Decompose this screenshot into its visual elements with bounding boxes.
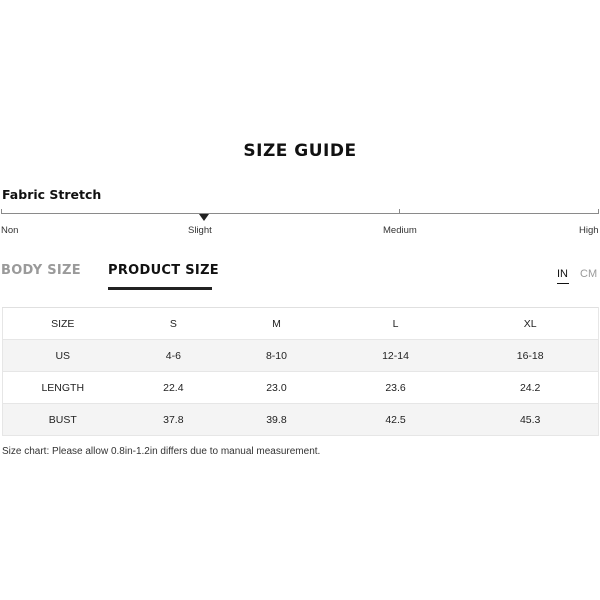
unit-in-toggle[interactable]: IN — [557, 268, 568, 280]
stretch-label-non: Non — [1, 225, 19, 236]
table-row — [3, 404, 599, 436]
page-title: SIZE GUIDE — [243, 141, 357, 161]
table-cell: 42.5 — [329, 404, 463, 436]
table-cell: BUST — [3, 404, 123, 436]
tab-body-size[interactable]: BODY SIZE — [1, 263, 81, 278]
stretch-tick-high — [598, 209, 599, 214]
table-cell: 23.0 — [224, 372, 329, 404]
table-cell: 12-14 — [329, 340, 463, 372]
active-tab-indicator — [108, 287, 212, 290]
table-row — [3, 372, 599, 404]
tab-product-size[interactable]: PRODUCT SIZE — [108, 263, 219, 278]
fabric-stretch-heading: Fabric Stretch — [2, 187, 102, 202]
table-cell: 24.2 — [462, 372, 598, 404]
stretch-label-high: High — [579, 225, 599, 236]
unit-cm-toggle[interactable]: CM — [580, 268, 598, 280]
stretch-tick-medium — [399, 209, 400, 214]
stretch-label-slight: Slight — [188, 225, 212, 236]
table-header-cell: SIZE — [3, 308, 123, 340]
table-row — [3, 340, 599, 372]
unit-in-underline — [557, 283, 569, 284]
table-cell: 16-18 — [462, 340, 598, 372]
table-cell: 45.3 — [462, 404, 598, 436]
stretch-label-medium: Medium — [383, 225, 417, 236]
size-table — [2, 307, 599, 436]
table-header-cell: S — [123, 308, 225, 340]
table-cell: 23.6 — [329, 372, 463, 404]
table-cell: 37.8 — [123, 404, 225, 436]
stretch-selected-marker-icon — [199, 214, 209, 221]
measurement-note: Size chart: Please allow 0.8in-1.2in differs due to manual measurement. — [2, 446, 321, 457]
table-header-cell: L — [329, 308, 463, 340]
table-cell: 39.8 — [224, 404, 329, 436]
table-cell: US — [3, 340, 123, 372]
table-cell: 4-6 — [123, 340, 225, 372]
table-cell: LENGTH — [3, 372, 123, 404]
table-cell: 8-10 — [224, 340, 329, 372]
stretch-scale-bar — [1, 213, 599, 214]
table-header-cell: XL — [462, 308, 598, 340]
table-cell: 22.4 — [123, 372, 225, 404]
stretch-tick-non — [1, 209, 2, 214]
table-header-cell: M — [224, 308, 329, 340]
table-header-row — [3, 308, 599, 340]
